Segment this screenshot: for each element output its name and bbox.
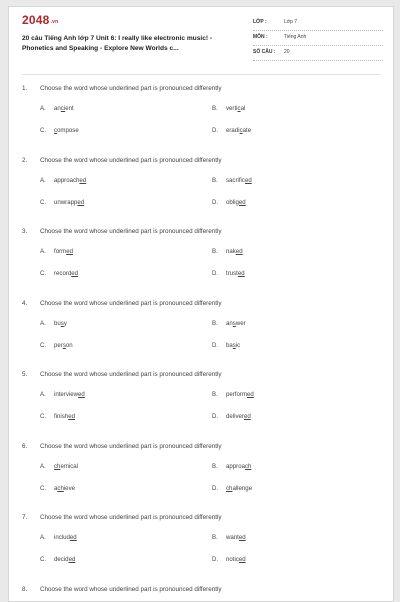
option-letter: A. (40, 105, 54, 112)
option-word (54, 534, 77, 541)
word-suffix: on (66, 342, 73, 349)
meta-row-count (253, 46, 383, 61)
answer-option-d[interactable] (212, 127, 251, 134)
option-word (226, 177, 252, 184)
question-item (9, 443, 393, 514)
underlined-part: ch (57, 485, 63, 492)
underlined-part: ed (77, 199, 84, 206)
question-item (9, 514, 393, 585)
answer-option-b[interactable] (212, 105, 245, 112)
option-word (54, 342, 73, 349)
option-word (226, 248, 243, 255)
question-item (9, 157, 393, 228)
meta-value: Tiếng Anh (284, 34, 306, 40)
option-word (226, 270, 245, 277)
word-prefix: notic (226, 556, 239, 563)
underlined-part: ed (239, 534, 246, 541)
question-item (9, 85, 393, 156)
word-prefix: deliver (226, 413, 244, 420)
underlined-part: ed (245, 177, 252, 184)
underlined-part: ed (71, 270, 78, 277)
option-letter: C. (40, 270, 54, 277)
answer-option-b[interactable] (212, 248, 243, 255)
answer-option-a[interactable] (40, 463, 78, 470)
option-letter: D. (212, 556, 226, 563)
word-suffix: ate (243, 127, 251, 134)
underlined-part: c (54, 127, 57, 134)
option-letter: A. (40, 248, 54, 255)
option-letter: C. (40, 127, 54, 134)
question-text: Choose the word whose underlined part is pronounced differently (40, 443, 222, 450)
worksheet-page (8, 6, 394, 602)
option-word (226, 534, 246, 541)
question-number: 3. (22, 228, 27, 235)
word-suffix: al (241, 105, 246, 112)
answer-option-a[interactable] (40, 177, 86, 184)
underlined-part: s (61, 320, 64, 327)
question-text: Choose the word whose underlined part is pronounced differently (40, 157, 222, 164)
option-letter: A. (40, 534, 54, 541)
word-prefix: record (54, 270, 71, 277)
underlined-part: ed (70, 534, 77, 541)
word-prefix: form (54, 248, 66, 255)
option-word (54, 413, 75, 420)
option-word (226, 463, 251, 470)
option-word (54, 391, 85, 398)
option-letter: A. (40, 391, 54, 398)
underlined-part: ch (226, 485, 232, 492)
word-prefix: bu (54, 320, 61, 327)
question-number: 2. (22, 157, 27, 164)
option-letter: A. (40, 463, 54, 470)
option-word (226, 127, 251, 134)
underlined-part: c (240, 127, 243, 134)
answer-option-d[interactable] (212, 413, 251, 420)
answer-option-c[interactable] (40, 556, 75, 563)
question-number: 6. (22, 443, 27, 450)
underlined-part: s (63, 342, 66, 349)
logo-suffix: .vn (51, 19, 59, 25)
word-suffix: emical (60, 463, 78, 470)
underlined-part: ed (68, 413, 75, 420)
question-number: 8. (22, 586, 27, 593)
option-letter: B. (212, 391, 226, 398)
word-prefix: interview (54, 391, 78, 398)
word-suffix: ent (65, 105, 73, 112)
option-letter: C. (40, 199, 54, 206)
option-word (226, 413, 251, 420)
word-prefix: a (54, 485, 57, 492)
meta-row-class (253, 16, 383, 31)
answer-option-a[interactable] (40, 391, 85, 398)
option-word (226, 105, 245, 112)
option-word (226, 342, 240, 349)
underlined-part: ed (239, 199, 246, 206)
underlined-part: ch (245, 463, 251, 470)
option-word (54, 556, 75, 563)
option-letter: C. (40, 342, 54, 349)
answer-option-b[interactable] (212, 463, 251, 470)
option-letter: B. (212, 105, 226, 112)
word-prefix: finish (54, 413, 68, 420)
meta-label: MÔN : (253, 34, 268, 40)
answer-option-d[interactable] (212, 556, 246, 563)
word-prefix: nak (226, 248, 236, 255)
site-logo[interactable] (22, 13, 58, 27)
answer-option-d[interactable] (212, 342, 240, 349)
option-word (54, 105, 74, 112)
option-letter: D. (212, 270, 226, 277)
underlined-part: ed (244, 413, 251, 420)
underlined-part: ed (247, 391, 254, 398)
option-letter: D. (212, 127, 226, 134)
word-prefix: eradi (226, 127, 240, 134)
header-divider (22, 74, 380, 75)
option-word (54, 127, 79, 134)
option-letter: D. (212, 485, 226, 492)
underlined-part: ed (78, 391, 85, 398)
word-suffix: allenge (232, 485, 252, 492)
meta-row-subject (253, 31, 383, 46)
answer-option-b[interactable] (212, 177, 252, 184)
answer-option-c[interactable] (40, 413, 75, 420)
word-prefix: an (226, 320, 233, 327)
option-letter: C. (40, 485, 54, 492)
word-prefix: includ (54, 534, 70, 541)
option-letter: D. (212, 413, 226, 420)
answer-option-b[interactable] (212, 320, 246, 327)
option-letter: B. (212, 320, 226, 327)
option-word (226, 320, 246, 327)
answer-option-c[interactable] (40, 270, 78, 277)
meta-label: LỚP : (253, 19, 267, 25)
answer-option-d[interactable] (212, 199, 246, 206)
option-letter: D. (212, 199, 226, 206)
question-number: 1. (22, 85, 27, 92)
option-word (226, 391, 254, 398)
option-word (226, 556, 246, 563)
word-prefix: decid (54, 556, 69, 563)
word-suffix: ompose (57, 127, 79, 134)
answer-option-c[interactable] (40, 199, 84, 206)
option-word (54, 199, 84, 206)
question-text: Choose the word whose underlined part is pronounced differently (40, 300, 222, 307)
option-word (226, 485, 252, 492)
word-prefix: approa (226, 463, 245, 470)
word-prefix: approach (54, 177, 79, 184)
word-suffix: y (64, 320, 67, 327)
underlined-part: ed (236, 248, 243, 255)
option-letter: A. (40, 177, 54, 184)
worksheet-header (9, 7, 393, 65)
underlined-part: ch (54, 463, 60, 470)
word-prefix: an (54, 105, 61, 112)
answer-option-b[interactable] (212, 391, 254, 398)
underlined-part: ci (61, 105, 65, 112)
logo-text: 2048 (22, 13, 50, 27)
underlined-part: ed (238, 270, 245, 277)
option-letter: B. (212, 463, 226, 470)
option-word (54, 248, 73, 255)
word-prefix: trust (226, 270, 238, 277)
word-prefix: ba (226, 342, 233, 349)
answer-option-d[interactable] (212, 270, 245, 277)
word-prefix: unwrapp (54, 199, 77, 206)
word-prefix: per (54, 342, 63, 349)
answer-option-b[interactable] (212, 534, 246, 541)
question-text: Choose the word whose underlined part is pronounced differently (40, 514, 222, 521)
meta-label: SỐ CÂU : (253, 49, 276, 55)
underlined-part: ed (66, 248, 73, 255)
option-letter: B. (212, 534, 226, 541)
option-word (54, 485, 75, 492)
option-letter: D. (212, 342, 226, 349)
word-suffix: ieve (64, 485, 75, 492)
answer-option-a[interactable] (40, 320, 67, 327)
word-prefix: want (226, 534, 239, 541)
answer-option-a[interactable] (40, 105, 74, 112)
word-prefix: sacrific (226, 177, 245, 184)
answer-option-c[interactable] (40, 485, 75, 492)
underlined-part: ed (69, 556, 76, 563)
option-letter: B. (212, 248, 226, 255)
underlined-part: c (238, 105, 241, 112)
question-text: Choose the word whose underlined part is pronounced differently (40, 85, 222, 92)
option-word (54, 270, 78, 277)
option-word (54, 320, 67, 327)
question-item (9, 228, 393, 299)
option-letter: B. (212, 177, 226, 184)
question-number: 4. (22, 300, 27, 307)
answer-option-c[interactable] (40, 127, 79, 134)
option-letter: C. (40, 556, 54, 563)
question-text: Choose the word whose underlined part is pronounced differently (40, 228, 222, 235)
underlined-part: ed (239, 556, 246, 563)
question-number: 5. (22, 371, 27, 378)
word-prefix: verti (226, 105, 238, 112)
option-word (54, 463, 78, 470)
underlined-part: s (233, 320, 236, 327)
meta-value: Lớp 7 (284, 19, 297, 25)
question-text: Choose the word whose underlined part is pronounced differently (40, 586, 222, 593)
underlined-part: s (233, 342, 236, 349)
option-word (54, 177, 86, 184)
word-prefix: perform (226, 391, 247, 398)
question-number: 7. (22, 514, 27, 521)
worksheet-title: 20 câu Tiếng Anh lớp 7 Unit 6: I really like electronic music! - Phonetics and Speaking - Explore New Worlds c... (22, 34, 237, 54)
answer-option-a[interactable] (40, 534, 77, 541)
answer-option-d[interactable] (212, 485, 252, 492)
answer-option-c[interactable] (40, 342, 73, 349)
question-text: Choose the word whose underlined part is pronounced differently (40, 371, 222, 378)
word-prefix: oblig (226, 199, 239, 206)
underlined-part: ed (79, 177, 86, 184)
meta-value: 20 (284, 49, 290, 55)
question-item (9, 371, 393, 442)
word-suffix: wer (236, 320, 246, 327)
word-suffix: ic (236, 342, 240, 349)
question-item (9, 300, 393, 371)
option-letter: A. (40, 320, 54, 327)
answer-option-a[interactable] (40, 248, 73, 255)
option-letter: C. (40, 413, 54, 420)
option-word (226, 199, 246, 206)
